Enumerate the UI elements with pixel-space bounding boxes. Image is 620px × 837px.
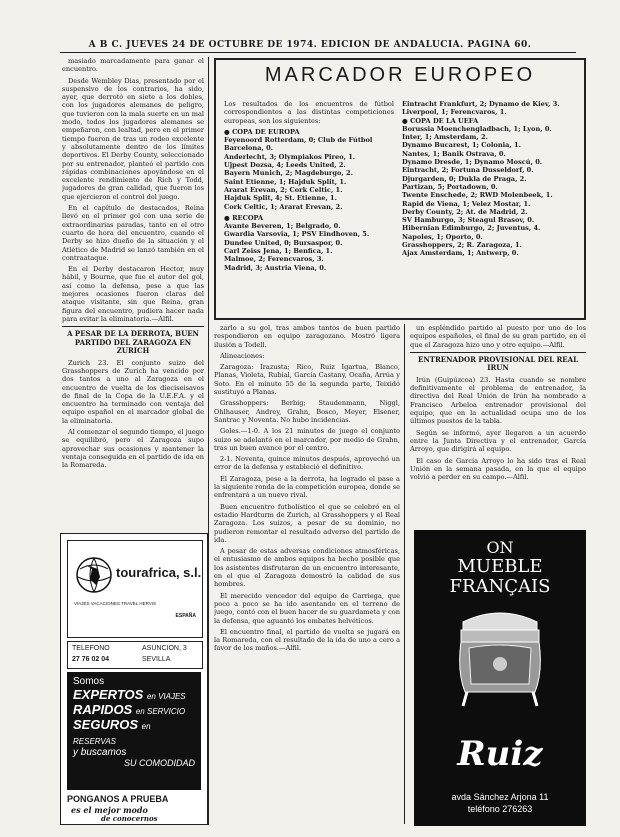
header-rule (60, 52, 576, 53)
result-row: Dynamo Dresde, 1; Dynamo Moscú, 0. (402, 158, 543, 167)
result-row: Bayern Munich, 2; Magdeburgo, 2. (224, 169, 353, 178)
left-paragraph: En el capítulo de destacados, Reina llevó en el primer gol con una serie de extraordinarias paradas, tanto en el otro cuarto de hora del encuentro, cuando el Derby se hizo dueño de la situación y el Atlético de Madrid se lanzó también en el contraataque. (62, 204, 204, 262)
result-row: Avante Beveren, 1; Belgrado, 0. (224, 222, 341, 231)
tourafrica-brand: tourafrica, s.l. (116, 565, 202, 580)
french-cabinet-illustration (445, 602, 555, 712)
result-row: Madrid, 3; Austria Viena, 0. (224, 263, 327, 272)
result-row: Eintracht, 2; Fortuna Dusseldorf, 0. (402, 166, 534, 175)
result-row: Rapid de Viena, 1; Velez Mostar, 1. (402, 199, 531, 208)
globe-icon (74, 555, 114, 595)
marcador-title: MARCADOR EUROPEO (264, 64, 536, 86)
zaragoza-headline: A PESAR DE LA DERROTA, BUEN PARTIDO DEL ZARAGOZA EN ZURICH (67, 329, 199, 356)
slogan-line: en VIAJES (146, 692, 186, 701)
result-row: Borussia Moenchengladbach, 1; Lyon, 0. (402, 124, 552, 133)
page-header: A B C. JUEVES 24 DE OCTUBRE DE 1974. EDICION DE ANDALUCIA. PAGINA 60. (88, 40, 532, 50)
result-row: Liverpool, 1; Ferencvaros, 1. (402, 108, 507, 117)
column-divider (208, 57, 209, 825)
tourafrica-ad (60, 533, 208, 825)
result-row: Ujpest Dozsa, 4; Leeds United, 2. (224, 161, 346, 170)
left-paragraph: Al comenzar el segundo tiempo, el juego se equilibró, pero el Zaragoza supo aprovechar sus ocasiones y mantener la ventaja conseguida en el partido de ida en la Romareda. (62, 428, 204, 470)
slogan-line: en RESERVAS (73, 722, 151, 746)
slogan-line: SU COMODIDAD (123, 758, 195, 768)
uefa-list (402, 125, 572, 258)
marcador-col-1: Los resultados de los encuentros de fútbol correspondientes a las distintas competiciones europeas, son los siguientes: ● COPA DE EUROPA Feyenoord Rotterdam, 0; Club de Fútbol Barcelona, 0. Anderlecht, 3; Olympiakos Pireo, 1. Ujpest Dozsa, 4; Leeds United, 2. Bayern Munich, 2; Magdeburgo, 2. Saint Etienne, 1; Hajduk Split, 1. Ararat Erevan, 2; Cork Celtic, 1. Hajduk Split, 4; St. Etienne, 1. Cork Celtic, 1; Ararat Erevan, 2. ● RECOPA Avante Beveren, 1; Belgrado, 0. Gwardia Varsovia, 1; PSV Eindhoven, 5. Dundee United, 0; Bursaspor, 0. Carl Zeiss Jena, 1; Benfica, 1. Malmoe, 2; Ferencvaros, 3. Madrid, 3; Austria Viena, 0. (224, 100, 394, 272)
result-row: Feyenoord Rotterdam, 0; Club de Fútbol Barcelona, 0. (224, 136, 373, 153)
result-row: Partizan, 5; Portadown, 0. (402, 182, 498, 191)
left-paragraph: Desde Wembley Dias, presentado por el suspensivo de los contrarios, ha sido, ayer, que derrotó en siete a los dobles, con los jugadores alemanes de peligro, que tuvieron con la mala suerte en un mal modo, todos los jugadores alemanes se empeñaron, con lealtad, pero en el primer tiempo fueron de tras un rodeo excelente y absolutamente dentro de los límites deportivos. El Derby County, seleccionado por su entrenador, planteó el partido con rápidas combinaciones apoyándose en el excelente rendimiento de Rich y Todd, jugadores de gran calidad, que fueron los que ejercieron el control del juego. (62, 76, 204, 201)
result-row: Djurgarden, 0; Dukla de Praga, 2. (402, 174, 527, 183)
marcador-col-2: Eintracht Frankfurt, 2; Dynamo de Kiev, 3. Liverpool, 1; Ferencvaros, 1. ● COPA DE LA UEFA Borussia Moenchengladbach, 1; Lyon, 0. Inter, 1; Amsterdam, 2. Dynamo Bucarest, 1; Colonia, 1. Nantes, 1; Banik Ostrava, 0. Dynamo Dresde, 1; Dynamo Moscú, 0. Eintracht, 2; Fortuna Dusseldorf, 0. Djurgarden, 0; Dukla de Praga, 2. Partizan, 5; Portadown, 0. Twente Enschede, 2; RWD Molenbeek, 1. Rapid de Viena, 1; Velez Mostar, 1. Derby County, 2; At. de Madrid, 2. SV Hamburgo, 3; Steagul Brasov, 0. Hibernian Edimburgo, 2; Juventus, 4. Napoles, 1; Oporto, 0. Grasshoppers, 2; R. Zaragoza, 1. Ajax Amsterdam, 1; Antwerp, 0. (402, 100, 572, 258)
section-recopa: RECOPA (232, 213, 264, 222)
address: ASUNCION, 3 (142, 645, 187, 652)
phone-label: TELEFONO (72, 645, 110, 652)
result-row: Inter, 1; Amsterdam, 2. (402, 133, 488, 142)
slogan-line: PONGANOS A PRUEBA (67, 794, 169, 804)
tourafrica-contact (67, 641, 203, 669)
result-row: Eintracht Frankfurt, 2; Dynamo de Kiev, 3. (402, 100, 560, 108)
tourafrica-slogan-block (67, 672, 201, 790)
result-row: Derby County, 2; At. de Madrid, 2. (402, 207, 528, 216)
ruiz-phone: teléfono 276263 (467, 804, 533, 814)
slogan-line: y buscamos (73, 747, 127, 758)
column-divider (404, 324, 405, 824)
right-paragraph: un espléndido partido al puesto por uno de los equipos españoles, el final de su gran partido, en el que el Zaragoza hizo uno y otro equipo.—Alfil. (410, 324, 586, 349)
result-row: Napoles, 1; Oporto, 0. (402, 232, 483, 241)
ad-line-francais: FRANÇAIS (449, 576, 551, 597)
slogan-line: SEGUROS (73, 717, 139, 732)
mid-paragraph: Grasshoppers: Berbig; Staudenmann, Niggl, Ohlhauser, Andrey, Grahn, Bosco, Meyer, Elsener, Santrac y Noventa. No hubo incidencias. (214, 399, 400, 424)
section-copa-uefa: COPA DE LA UEFA (410, 116, 479, 125)
right-paragraph: Irún (Guipúzcoa) 23. Hasta cuando se nombre definitivamente el problema de entrenador, la directiva del Real Unión de Irún ha nombrado a Francisco Arbeloa entrenador provisional del equipo, que en la actualidad ocupa uno de los últimos puestos de la tabla. (410, 375, 586, 426)
copa-europa-list (224, 136, 394, 211)
marcador-europeo-box (214, 58, 586, 320)
marcador-col2-list (402, 100, 572, 117)
slogan-line: es el mejor modo (71, 805, 148, 815)
result-row: Hajduk Split, 4; St. Etienne, 1. (224, 194, 337, 203)
result-row: Grasshoppers, 2; R. Zaragoza, 1. (402, 241, 522, 250)
mid-paragraph: Goles.—1-0. A los 21 minutos de juego el conjunto suizo se adelantó en el marcador, por medio de Grahn, tras un buen avance por el centro. (214, 427, 400, 452)
right-paragraph: El caso de García Arroyo lo ha sido tras el Real Unión en la semana pasada, en la que el equipo volvió a perder en su campo.—Alfil. (410, 456, 586, 482)
mid-paragraph: Zaragoza: Irazusta; Rico, Ruiz Igartua, Blanco, Planas, Violeta, Rubial, García Castany, Ocaña, Arrúa y Soto. En el minuto 55 de la segunda parte, Teixidó sustituyó a Planas. (214, 363, 400, 397)
ruiz-address: avda Sánchez Arjona 11 (451, 792, 549, 802)
result-row: Saint Etienne, 1; Hajduk Split, 1. (224, 177, 347, 186)
mid-paragraph: 2-1. Noventa, quince minutos después, aprovechó un error de la defensa y estableció el definitivo. (214, 455, 400, 472)
mid-paragraph: Buen encuentro futbolístico el que se celebró en el estadio Hardturm de Zurich, al Grasshoppers y el Real Zaragoza. Los suizos, a pesar de su dominio, no pudieron remontar el resultado adverso del partido de ida. (214, 502, 400, 544)
middle-column (214, 324, 400, 824)
tourafrica-country: ESPAÑA (175, 613, 196, 619)
result-row: Nantes, 1; Banik Ostrava, 0. (402, 149, 506, 158)
result-row: Anderlecht, 3; Olympiakos Pireo, 1. (224, 152, 356, 161)
ad-line-mueble: MUEBLE (457, 556, 543, 577)
left-paragraph: Zurich 23. El conjunto suizo del Grasshoppers de Zurich ha vencido por dos tantos a uno al Zaragoza en el encuentro de vuelta de los dieciseisavos de final de la Copa de la U.E.F.A. y el encuentro ha terminado con ventaja del equipo español en el marcador global de la eliminatoria. (62, 358, 204, 425)
result-row: Ararat Erevan, 2; Cork Celtic, 1. (224, 185, 343, 194)
mid-paragraph: zarlo a su gol, tras ambos tantos de buen partido respondieron en equipo zaragozano. Mostró ligera ilusión a Todell. (214, 324, 400, 349)
result-row: Gwardia Varsovia, 1; PSV Eindhoven, 5. (224, 230, 370, 239)
mid-paragraph: El encuentro final, el partido de vuelta se jugará en la Romareda, con el resultado de la ida de uno a cero a favor de los maños.—Alfil. (214, 627, 400, 653)
slogan-line: en SERVICIO (135, 707, 186, 716)
slogan-line: RAPIDOS (73, 702, 133, 717)
slogan-line: Somos (73, 676, 105, 687)
result-row: Ajax Amsterdam, 1; Antwerp, 0. (402, 249, 519, 258)
right-column (410, 324, 586, 524)
result-row: Carl Zeiss Jena, 1; Benfica, 1. (224, 247, 333, 256)
result-row: Hibernian Edimburgo, 2; Juventus, 4. (402, 224, 541, 233)
left-paragraph: masiado marcadamente para ganar el encuentro. (62, 57, 204, 74)
city: SEVILLA (142, 656, 171, 663)
left-column (62, 57, 204, 527)
mid-paragraph: Alineaciones: (220, 351, 265, 360)
recopa-list (224, 222, 394, 272)
irun-headline: ENTRENADOR PROVISIONAL DEL REAL IRUN (418, 354, 578, 373)
result-row: Cork Celtic, 1; Ararat Erevan, 2. (224, 202, 343, 211)
tourafrica-tagline: VIAJES VACACIONES TRAVEL HERVIS (74, 601, 157, 606)
tourafrica-logo-box (67, 540, 203, 638)
ruiz-brand: Ruiz (457, 734, 543, 774)
mid-paragraph: El merecido vencedor del equipo de Carriega, que poco a poco se ha ido asentando en el terreno de juego, contó con el buen hacer de su guardameta y con la defensa, que aguantó los embates helvéticos. (214, 591, 400, 625)
result-row: Malmoe, 2; Ferencvaros, 3. (224, 255, 324, 264)
result-row: Dynamo Bucarest, 1; Colonia, 1. (402, 141, 521, 150)
slogan-line: EXPERTOS (73, 687, 144, 702)
phone-number: 27 76 02 04 (72, 656, 109, 663)
result-row: Twente Enschede, 2; RWD Molenbeek, 1. (402, 191, 553, 200)
result-row: SV Hamburgo, 3; Steagul Brasov, 0. (402, 216, 535, 225)
ruiz-furniture-ad (414, 530, 586, 826)
right-paragraph: Según se informó, ayer llegaron a un acuerdo entre la Junta Directiva y el entrenador, García Arroyo, que dirigirá al equipo. (410, 428, 586, 454)
slogan-line: de conocernos (101, 814, 158, 823)
mid-paragraph: A pesar de estas adversas condiciones atmosféricas, el entusiasmo de ambos equipos ha hecho posible que los asistentes disfrutaran de un encuentro interesante, en el que el Zaragoza demostró la calidad de sus hombres. (214, 547, 400, 589)
result-row: Dundee United, 0; Bursaspor, 0. (224, 238, 343, 247)
left-paragraph: En el Derby destacaron Hector, muy hábil, y Bourne, que fue el autor del gol, así como la defensa, pese a que las mejores ocasiones fueron claras del ataque visitante, sin que Reina, gran figura del encuentro, pudiera hacer nada para evitar la eliminatoria.—Alfil. (62, 265, 204, 323)
section-copa-europa: COPA DE EUROPA (232, 127, 300, 136)
ad-line-on: ON (486, 538, 514, 557)
marcador-intro: Los resultados de los encuentros de fútbol correspondientes a las distintas competiciones europeas, son los siguientes: (224, 100, 394, 125)
mid-paragraph: El Zaragoza, pese a la derrota, ha logrado el pase a la siguiente ronda de la competición europea, donde se enfrentará a un nuevo rival. (214, 474, 400, 500)
